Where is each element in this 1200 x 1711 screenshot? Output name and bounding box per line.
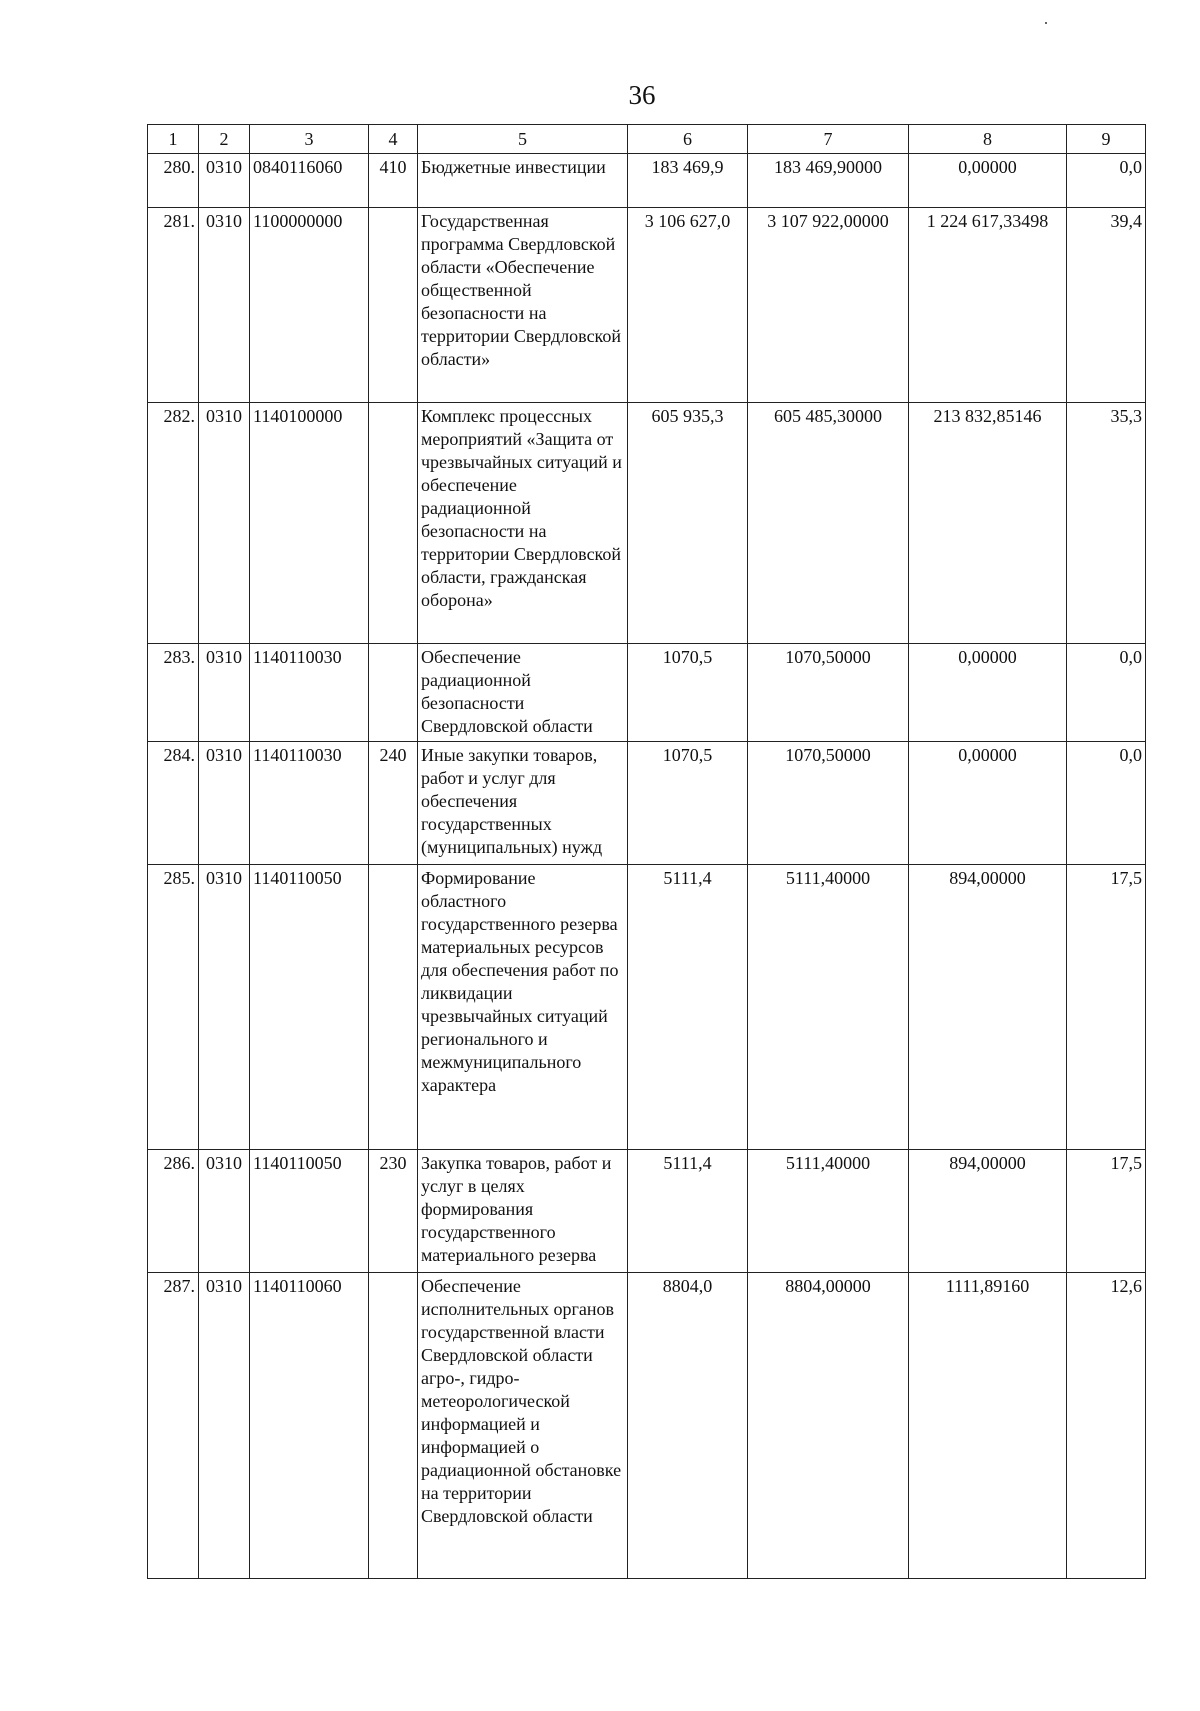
plan-value: 3 106 627,0 [628, 208, 748, 403]
budget-table [147, 124, 1146, 1579]
plan-value: 1070,5 [628, 742, 748, 865]
expense-type: 410 [369, 154, 418, 208]
executed-value: 0,00000 [909, 154, 1067, 208]
expense-type [369, 208, 418, 403]
percent-value: 0,0 [1067, 644, 1146, 742]
row-number: 286. [148, 1150, 199, 1273]
plan-value: 5111,4 [628, 865, 748, 1150]
target-code: 1140110060 [250, 1273, 369, 1579]
approved-value: 183 469,90000 [748, 154, 909, 208]
expense-type [369, 865, 418, 1150]
plan-value: 1070,5 [628, 644, 748, 742]
section-code: 0310 [199, 1150, 250, 1273]
percent-value: 17,5 [1067, 865, 1146, 1150]
approved-value: 1070,50000 [748, 742, 909, 865]
table-row [148, 644, 1146, 742]
target-code: 1140110030 [250, 644, 369, 742]
row-number: 281. [148, 208, 199, 403]
expense-type [369, 644, 418, 742]
header-col-4: 4 [369, 125, 418, 154]
table-row [148, 742, 1146, 865]
table-header-row [148, 125, 1146, 154]
expense-type [369, 403, 418, 644]
item-name: Государственная программа Свердловской области «Обеспечение общественной безопасности на территории Свердловской области» [418, 208, 628, 403]
row-number: 284. [148, 742, 199, 865]
table-row [148, 865, 1146, 1150]
expense-type: 230 [369, 1150, 418, 1273]
expense-type [369, 1273, 418, 1579]
section-code: 0310 [199, 742, 250, 865]
percent-value: 0,0 [1067, 154, 1146, 208]
approved-value: 1070,50000 [748, 644, 909, 742]
plan-value: 183 469,9 [628, 154, 748, 208]
scan-speck [1045, 22, 1047, 24]
row-number: 287. [148, 1273, 199, 1579]
header-col-3: 3 [250, 125, 369, 154]
approved-value: 3 107 922,00000 [748, 208, 909, 403]
percent-value: 12,6 [1067, 1273, 1146, 1579]
item-name: Комплекс процессных мероприятий «Защита от чрезвычайных ситуаций и обеспечение радиационной безопасности на территории Свердловской области, гражданская оборона» [418, 403, 628, 644]
executed-value: 213 832,85146 [909, 403, 1067, 644]
expense-type: 240 [369, 742, 418, 865]
table-row [148, 1150, 1146, 1273]
approved-value: 5111,40000 [748, 1150, 909, 1273]
target-code: 1140110030 [250, 742, 369, 865]
approved-value: 5111,40000 [748, 865, 909, 1150]
target-code: 1100000000 [250, 208, 369, 403]
target-code: 1140100000 [250, 403, 369, 644]
approved-value: 605 485,30000 [748, 403, 909, 644]
item-name: Обеспечение исполнительных органов государственной власти Свердловской области агро-, гидро-метеорологической информацией и информацией о радиационной обстановке на территории Свердловской области [418, 1273, 628, 1579]
header-col-2: 2 [199, 125, 250, 154]
row-number: 280. [148, 154, 199, 208]
header-col-5: 5 [418, 125, 628, 154]
executed-value: 894,00000 [909, 1150, 1067, 1273]
table-row [148, 403, 1146, 644]
plan-value: 8804,0 [628, 1273, 748, 1579]
percent-value: 0,0 [1067, 742, 1146, 865]
row-number: 282. [148, 403, 199, 644]
section-code: 0310 [199, 865, 250, 1150]
target-code: 1140110050 [250, 865, 369, 1150]
page-number: 36 [628, 80, 656, 110]
target-code: 0840116060 [250, 154, 369, 208]
item-name: Формирование областного государственного резерва материальных ресурсов для обеспечения работ по ликвидации чрезвычайных ситуаций регионального и межмуниципального характера [418, 865, 628, 1150]
item-name: Закупка товаров, работ и услуг в целях формирования государственного материального резерва [418, 1150, 628, 1273]
target-code: 1140110050 [250, 1150, 369, 1273]
header-col-6: 6 [628, 125, 748, 154]
row-number: 283. [148, 644, 199, 742]
executed-value: 1 224 617,33498 [909, 208, 1067, 403]
header-col-7: 7 [748, 125, 909, 154]
section-code: 0310 [199, 644, 250, 742]
percent-value: 35,3 [1067, 403, 1146, 644]
section-code: 0310 [199, 1273, 250, 1579]
row-number: 285. [148, 865, 199, 1150]
percent-value: 17,5 [1067, 1150, 1146, 1273]
executed-value: 0,00000 [909, 644, 1067, 742]
approved-value: 8804,00000 [748, 1273, 909, 1579]
item-name: Бюджетные инвестиции [418, 154, 628, 208]
executed-value: 894,00000 [909, 865, 1067, 1150]
plan-value: 5111,4 [628, 1150, 748, 1273]
item-name: Обеспечение радиационной безопасности Свердловской области [418, 644, 628, 742]
executed-value: 0,00000 [909, 742, 1067, 865]
section-code: 0310 [199, 403, 250, 644]
plan-value: 605 935,3 [628, 403, 748, 644]
executed-value: 1111,89160 [909, 1273, 1067, 1579]
percent-value: 39,4 [1067, 208, 1146, 403]
header-col-8: 8 [909, 125, 1067, 154]
table-row [148, 154, 1146, 208]
section-code: 0310 [199, 154, 250, 208]
table-row [148, 1273, 1146, 1579]
table-row [148, 208, 1146, 403]
item-name: Иные закупки товаров, работ и услуг для обеспечения государственных (муниципальных) нужд [418, 742, 628, 865]
header-col-9: 9 [1067, 125, 1146, 154]
header-col-1: 1 [148, 125, 199, 154]
section-code: 0310 [199, 208, 250, 403]
